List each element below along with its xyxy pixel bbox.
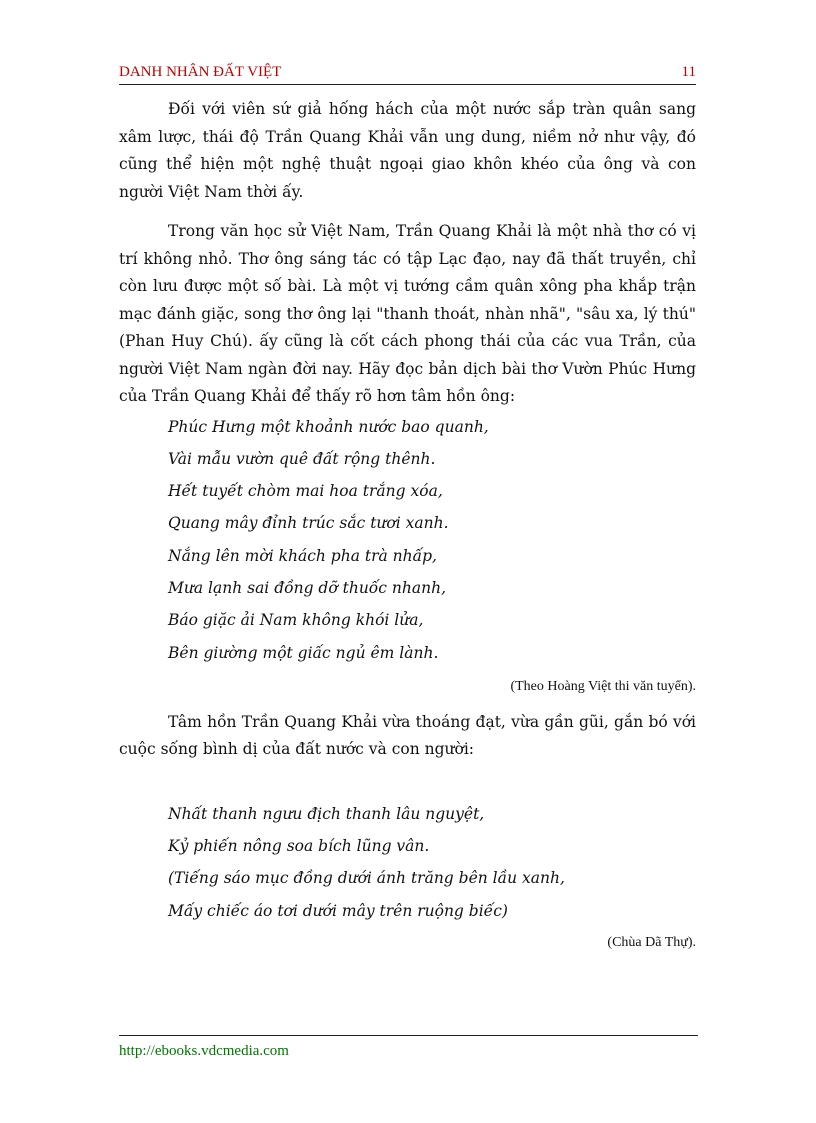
poem-line: Mưa lạnh sai đồng dỡ thuốc nhanh,	[168, 578, 446, 597]
footer-divider	[119, 1035, 698, 1036]
poem-line: Nắng lên mời khách pha trà nhấp,	[168, 546, 437, 565]
poem-chua-da-thu	[119, 802, 696, 931]
page-body	[119, 96, 696, 951]
poem-line: Quang mây đỉnh trúc sắc tươi xanh.	[168, 514, 449, 533]
paragraph: Trong văn học sử Việt Nam, Trần Quang Khải là một nhà thơ có vị trí không nhỏ. Thơ ông sáng tác có tập Lạc đạo, nay đã thất truyền, chỉ còn lưu được một số bài. Là một vị tướng cầm quân xông pha khắp trận mạc đánh giặc, song thơ ông lại "thanh thoát, nhàn nhã", "sâu xa, lý thú" (Phan Huy Chú). ấy cũng là cốt cách phong thái của các vua Trần, của người Việt Nam ngàn đời nay. Hãy đọc bản dịch bài thơ Vườn Phúc Hưng của Trần Quang Khải để thấy rõ hơn tâm hồn ông:	[119, 222, 696, 405]
paragraph: Đối với viên sứ giả hống hách của một nước sắp tràn quân sang xâm lược, thái độ Trần Quang Khải vẫn ung dung, niềm nở như vậy, đó cũng thể hiện một nghệ thuật ngoại giao khôn khéo của ông và con người Việt Nam thời ấy.	[119, 100, 696, 201]
book-title: DANH NHÂN ĐẤT VIỆT	[119, 64, 282, 80]
poem-line: Báo giặc ải Nam không khói lửa,	[168, 611, 424, 630]
page-number: 11	[681, 64, 696, 80]
poem-line: Kỷ phiến nông soa bích lũng vân.	[168, 837, 430, 856]
poem-line: (Tiếng sáo mục đồng dưới ánh trăng bên lầu xanh,	[168, 869, 565, 888]
poem-citation: (Chùa Dã Thự).	[607, 935, 696, 951]
footer-url-link[interactable]: http://ebooks.vdcmedia.com	[119, 1043, 289, 1059]
poem-line: Hết tuyết chòm mai hoa trắng xóa,	[168, 482, 443, 501]
poem-line: Phúc Hưng một khoảnh nước bao quanh,	[168, 417, 489, 436]
poem-line: Mấy chiếc áo tơi dưới mây trên ruộng biếc)	[168, 901, 508, 920]
paragraph: Tâm hồn Trần Quang Khải vừa thoáng đạt, vừa gần gũi, gắn bó với cuộc sống bình dị của đất nước và con người:	[119, 712, 696, 759]
poem-line: Bên giường một giấc ngủ êm lành.	[168, 643, 439, 662]
poem-line: Vài mẫu vườn quê đất rộng thênh.	[168, 449, 436, 468]
poem-phuc-hung	[119, 415, 696, 673]
page-header	[119, 62, 696, 85]
poem-line: Nhất thanh ngưu địch thanh lâu nguyệt,	[168, 804, 485, 823]
poem-citation: (Theo Hoàng Việt thi văn tuyển).	[510, 678, 696, 694]
